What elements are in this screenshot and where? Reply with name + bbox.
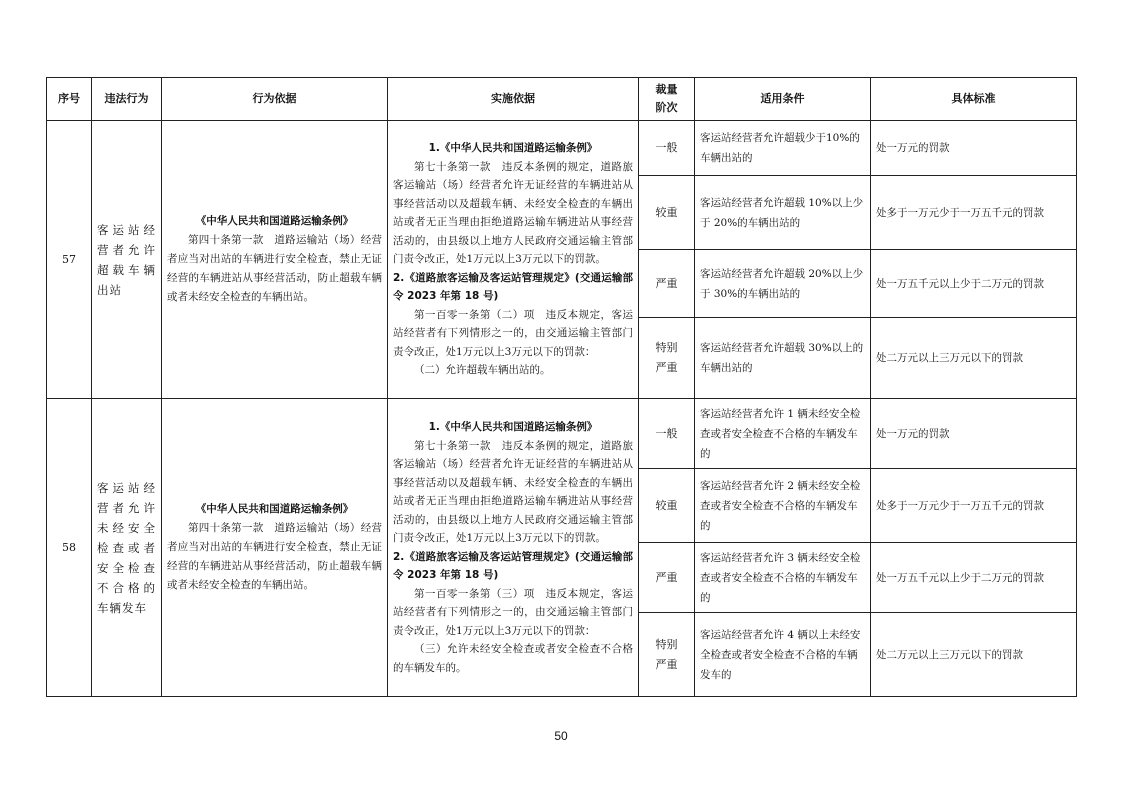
level-cell: 严重 xyxy=(639,543,695,613)
standard-cell: 处多于一万元少于一万五千元的罚款 xyxy=(871,469,1077,543)
impl-text-1: 第七十条第一款 违反本条例的规定，道路旅客运输站（场）经营者允许无证经营的车辆进站从事经营活动以及超载车辆、未经安全检查的车辆出站或者无正当理由拒绝道路运输车辆进站从事经营活动的，由县级以上地方人民政府交通运输主管部门责令改正，处1万元以上3万元以下的罚款。 xyxy=(393,160,633,266)
header-impl: 实施依据 xyxy=(388,78,639,121)
level-cell: 一般 xyxy=(639,399,695,469)
standard-cell: 处一万元的罚款 xyxy=(871,121,1077,176)
header-condition: 适用条件 xyxy=(695,78,871,121)
table-header-row xyxy=(47,78,1077,121)
level-cell: 特别严重 xyxy=(639,613,695,697)
condition-cell: 客运站经营者允许超载 20%以上少于 30%的车辆出站的 xyxy=(695,250,871,318)
level-cell: 特别严重 xyxy=(639,318,695,399)
standard-cell: 处一万五千元以上少于二万元的罚款 xyxy=(871,250,1077,318)
standard-cell: 处一万元的罚款 xyxy=(871,399,1077,469)
impl-text-3: （二）允许超载车辆出站的。 xyxy=(414,364,551,377)
impl-text-1: 第七十条第一款 违反本条例的规定，道路旅客运输站（场）经营者允许无证经营的车辆进站从事经营活动以及超载车辆、未经安全检查的车辆出站或者无正当理由拒绝道路运输车辆进站从事经营活动的，由县级以上地方人民政府交通运输主管部门责令改正，处1万元以上3万元以下的罚款。 xyxy=(393,439,633,544)
row-basis xyxy=(162,399,388,697)
row-behavior: 客运站经营者允许未经安全检查或者安全检查不合格的车辆发车 xyxy=(92,399,162,697)
header-seq: 序号 xyxy=(47,78,92,121)
impl-text-2: 第一百零一条第（三）项 违反本规定，客运站经营者有下列情形之一的，由交通运输主管部门责令改正，处1万元以上3万元以下的罚款： xyxy=(393,587,633,637)
impl-law-2: 2.《道路旅客运输及客运站管理规定》(交通运输部令 2023 年第 18 号) xyxy=(393,550,633,581)
row-impl xyxy=(388,121,639,399)
basis-text: 第四十条第一款 道路运输站（场）经营者应当对出站的车辆进行安全检查，禁止无证经营的车辆进站从事经营活动，防止超载车辆或者未经安全检查的车辆出站。 xyxy=(167,234,382,303)
condition-cell: 客运站经营者允许 1 辆未经安全检查或者安全检查不合格的车辆发车的 xyxy=(695,399,871,469)
basis-law-title: 《中华人民共和国道路运输条例》 xyxy=(195,503,354,515)
impl-text-3: （三）允许未经安全检查或者安全检查不合格的车辆发车的。 xyxy=(393,643,633,674)
penalty-table xyxy=(46,77,1077,697)
level-cell: 一般 xyxy=(639,121,695,176)
standard-cell: 处一万五千元以上少于二万元的罚款 xyxy=(871,543,1077,613)
header-level: 裁量阶次 xyxy=(639,78,695,121)
condition-cell: 客运站经营者允许超载少于10%的车辆出站的 xyxy=(695,121,871,176)
basis-text: 第四十条第一款 道路运输站（场）经营者应当对出站的车辆进行安全检查，禁止无证经营的车辆进站从事经营活动，防止超载车辆或者未经安全检查的车辆出站。 xyxy=(167,522,382,591)
condition-cell: 客运站经营者允许超载 10%以上少于 20%的车辆出站的 xyxy=(695,176,871,250)
row-basis xyxy=(162,121,388,399)
table-row xyxy=(47,121,1077,176)
impl-law-1: 1.《中华人民共和国道路运输条例》 xyxy=(428,421,598,433)
level-cell: 较重 xyxy=(639,176,695,250)
impl-text-2: 第一百零一条第（二）项 违反本规定，客运站经营者有下列情形之一的，由交通运输主管部门责令改正，处1万元以上3万元以下的罚款： xyxy=(393,308,633,358)
level-cell: 较重 xyxy=(639,469,695,543)
basis-law-title: 《中华人民共和国道路运输条例》 xyxy=(195,215,354,227)
level-cell: 严重 xyxy=(639,250,695,318)
condition-cell: 客运站经营者允许 3 辆未经安全检查或者安全检查不合格的车辆发车的 xyxy=(695,543,871,613)
header-standard: 具体标准 xyxy=(871,78,1077,121)
table-row xyxy=(47,399,1077,469)
header-behavior: 违法行为 xyxy=(92,78,162,121)
row-seq: 58 xyxy=(47,399,92,697)
row-impl xyxy=(388,399,639,697)
condition-cell: 客运站经营者允许 4 辆以上未经安全检查或者安全检查不合格的车辆发车的 xyxy=(695,613,871,697)
header-basis: 行为依据 xyxy=(162,78,388,121)
standard-cell: 处多于一万元少于一万五千元的罚款 xyxy=(871,176,1077,250)
standard-cell: 处二万元以上三万元以下的罚款 xyxy=(871,318,1077,399)
page-number: 50 xyxy=(554,729,568,743)
row-behavior: 客运站经营者允许超载车辆出站 xyxy=(92,121,162,399)
impl-law-1: 1.《中华人民共和国道路运输条例》 xyxy=(428,142,598,155)
impl-law-2: 2.《道路旅客运输及客运站管理规定》(交通运输部令 2023 年第 18 号) xyxy=(393,271,633,303)
row-seq: 57 xyxy=(47,121,92,399)
condition-cell: 客运站经营者允许 2 辆未经安全检查或者安全检查不合格的车辆发车的 xyxy=(695,469,871,543)
standard-cell: 处二万元以上三万元以下的罚款 xyxy=(871,613,1077,697)
condition-cell: 客运站经营者允许超载 30%以上的车辆出站的 xyxy=(695,318,871,399)
